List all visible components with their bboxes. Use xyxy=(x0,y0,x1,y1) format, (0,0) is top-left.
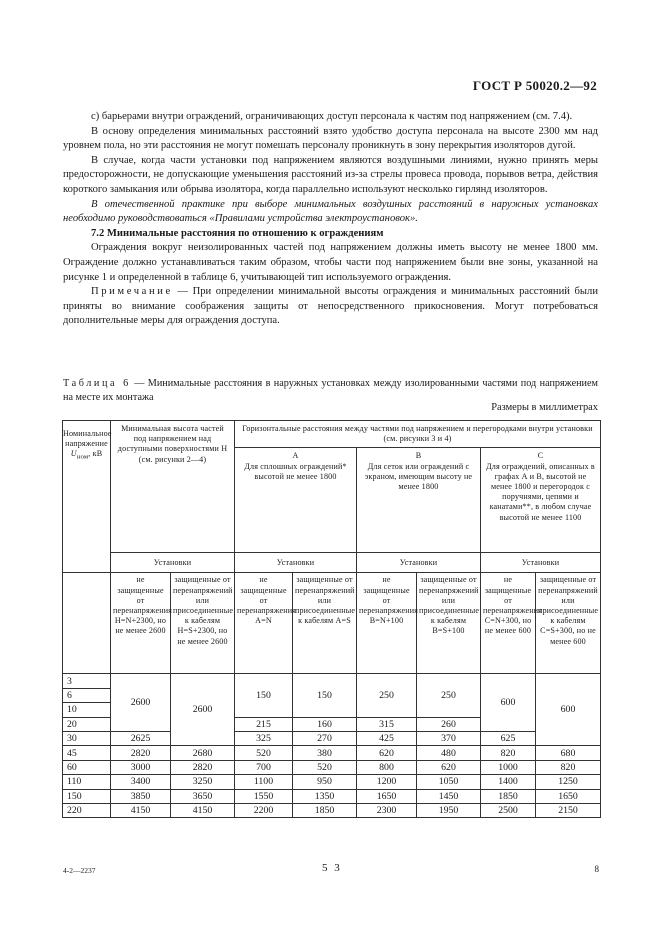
table-6 xyxy=(62,420,601,818)
sub-c-protected: защищенные от перенапряжений или присоединенные к кабелям C=S+300, но не менее 600 xyxy=(536,573,601,674)
voltage-symbol-sub: ном xyxy=(76,454,89,462)
c-unprotected-low: 600 xyxy=(481,674,536,732)
table-cell: 3650 xyxy=(171,789,235,803)
table-cell: 1550 xyxy=(235,789,293,803)
table-cell: 1200 xyxy=(357,775,417,789)
table-cell: 2820 xyxy=(111,746,171,760)
footer-page-center: 5 3 xyxy=(322,862,342,874)
table-cell: 370 xyxy=(417,731,481,745)
min-height-header: Минимальная высота частей под напряжением над доступными поверхностями H (см. рисунки 2—4) xyxy=(111,421,235,553)
table-cell: 1850 xyxy=(293,803,357,817)
h-unprotected-low: 2600 xyxy=(111,674,171,732)
paragraph-overhead-lines: В случае, когда части установки под напряжением являются воздушными линиями, нужно принять меры предосторожности, не допускающие уменьшения расстояний из-за стрелы провеса провода, порывов ветра, действия короткого замыкания или обрыва изолятора, когда параллельно используют несколько гирлянд изоляторов. xyxy=(63,154,598,195)
table-cell: 1050 xyxy=(417,775,481,789)
voltage-header-label: Номинальное напряжение xyxy=(63,429,112,449)
group-c-letter: С xyxy=(537,451,544,461)
table-row xyxy=(63,775,601,789)
table-cell: 2500 xyxy=(481,803,536,817)
c-protected-low: 600 xyxy=(536,674,601,746)
table-cell: 4150 xyxy=(171,803,235,817)
table-cell: 1650 xyxy=(536,789,601,803)
sub-c-unprotected: не защищенные от перенапряжения C=N+300, но не менее 600 xyxy=(481,573,536,674)
table-cell: 3000 xyxy=(111,760,171,774)
voltage-cell: 6 xyxy=(63,688,111,702)
table-cell: 3400 xyxy=(111,775,171,789)
paragraph-fence-height: Ограждения вокруг неизолированных частей под напряжением должны иметь высоту не менее 1800 мм. Ограждение должно устанавливаться таким образом, чтобы части под напряжением были вне зоны, указанной на рисунке 1 и определенной в таблице 6, учитывающей тип используемого ограждения. xyxy=(63,242,598,283)
table-caption-text: — Минимальные расстояния в наружных установках между изолированными частями под напряжением на месте их монтажа xyxy=(63,378,598,403)
group-b-letter: В xyxy=(415,451,422,461)
table-cell: 2820 xyxy=(171,760,235,774)
group-a-letter: А xyxy=(292,451,299,461)
voltage-subheader-spacer xyxy=(63,573,111,674)
paragraph-national-practice: В отечественной практике при выборе минимальных воздушных расстояний в наружных установках необходимо руководствоваться «Правилами устройства электроустановок». xyxy=(63,198,598,225)
table-cell: 800 xyxy=(357,760,417,774)
sub-h-protected: защищенные от перенапряжений или присоединенные к кабелям H=S+2300, но не менее 2600 xyxy=(171,573,235,674)
table-cell: 1250 xyxy=(536,775,601,789)
paragraph-barriers: с) барьерами внутри ограждений, ограничивающих доступ персонала к частям под напряжением (см. 7.4). xyxy=(91,111,573,122)
installations-a: Установки xyxy=(235,553,357,573)
table-cell: 700 xyxy=(235,760,293,774)
b-protected-low: 250 xyxy=(417,674,481,717)
table-cell: 4150 xyxy=(111,803,171,817)
group-a-text: Для сплошных ограждений* высотой не менее 1800 xyxy=(244,461,347,481)
table-cell: 2680 xyxy=(171,746,235,760)
table-cell: 380 xyxy=(293,746,357,760)
a-unprotected-low: 150 xyxy=(235,674,293,717)
table-caption-label: Таблица 6 xyxy=(63,378,131,389)
table-cell: 260 xyxy=(417,717,481,731)
sub-a-unprotected: не защищенные от перенапряжения A=N xyxy=(235,573,293,674)
note xyxy=(63,285,598,329)
group-c-header xyxy=(481,448,601,553)
voltage-cell: 3 xyxy=(63,674,111,688)
h-protected-low: 2600 xyxy=(171,674,235,746)
body-text xyxy=(63,110,598,329)
table-cell: 1100 xyxy=(235,775,293,789)
table-cell: 520 xyxy=(293,760,357,774)
voltage-cell: 110 xyxy=(63,775,111,789)
table-cell: 2625 xyxy=(111,731,171,745)
voltage-cell: 150 xyxy=(63,789,111,803)
footer-print-code: 4-2—2237 xyxy=(63,866,96,875)
horizontal-distances-header: Горизонтальные расстояния между частями под напряжением и перегородками внутри установки (см. рисунки 3 и 4) xyxy=(235,421,601,448)
table-cell: 270 xyxy=(293,731,357,745)
table-cell: 620 xyxy=(417,760,481,774)
footer-page-number: 8 xyxy=(594,864,599,874)
table-cell: 1850 xyxy=(481,789,536,803)
table-cell: 2150 xyxy=(536,803,601,817)
table-cell: 820 xyxy=(481,746,536,760)
voltage-header xyxy=(63,421,111,573)
a-protected-low: 150 xyxy=(293,674,357,717)
table-cell: 425 xyxy=(357,731,417,745)
table-cell: 620 xyxy=(357,746,417,760)
voltage-symbol: U xyxy=(70,449,77,459)
group-b-text: Для сеток или ограждений с экраном, имеющим высоту не менее 1800 xyxy=(364,461,473,492)
table-cell: 1950 xyxy=(417,803,481,817)
table-row xyxy=(63,789,601,803)
voltage-cell: 10 xyxy=(63,703,111,717)
installations-c: Установки xyxy=(481,553,601,573)
table-row xyxy=(63,760,601,774)
table-cell: 820 xyxy=(536,760,601,774)
table-cell: 950 xyxy=(293,775,357,789)
note-label: Примечание xyxy=(91,286,173,298)
table-cell: 1350 xyxy=(293,789,357,803)
installations-b: Установки xyxy=(357,553,481,573)
group-a-header xyxy=(235,448,357,553)
table-cell: 520 xyxy=(235,746,293,760)
voltage-cell: 45 xyxy=(63,746,111,760)
sub-b-protected: защищенные от перенапряжений или присоединенные к кабелям B=S+100 xyxy=(417,573,481,674)
table-row xyxy=(63,746,601,760)
table-cell: 325 xyxy=(235,731,293,745)
document-header: ГОСТ Р 50020.2—92 xyxy=(472,78,597,93)
b-unprotected-low: 250 xyxy=(357,674,417,717)
voltage-cell: 30 xyxy=(63,731,111,745)
installations-h: Установки xyxy=(111,553,235,573)
sub-a-protected: защищенные от перенапряжений или присоединенные к кабелям A=S xyxy=(293,573,357,674)
sub-h-unprotected: не защищенные от перенапряжения H=N+2300, но не менее 2600 xyxy=(111,573,171,674)
group-c-text: Для ограждений, описанных в графах А и В, высотой не менее 1800 и перегородок с поручнями, цепями и канатами**, в любом случае высотой не менее 1100 xyxy=(486,461,595,522)
table-cell: 315 xyxy=(357,717,417,731)
table-row xyxy=(63,803,601,817)
voltage-unit: , кВ xyxy=(88,449,103,459)
table-cell: 680 xyxy=(536,746,601,760)
table-units: Размеры в миллиметрах xyxy=(491,402,598,413)
table-cell: 1400 xyxy=(481,775,536,789)
section-title: 7.2 Минимальные расстояния по отношению к ограждениям xyxy=(91,227,384,239)
table-cell: 1650 xyxy=(357,789,417,803)
table-cell: 480 xyxy=(417,746,481,760)
voltage-cell: 60 xyxy=(63,760,111,774)
table-cell: 160 xyxy=(293,717,357,731)
voltage-cell: 220 xyxy=(63,803,111,817)
table-cell: 3250 xyxy=(171,775,235,789)
table-cell: 215 xyxy=(235,717,293,731)
table-cell: 2300 xyxy=(357,803,417,817)
voltage-header-symbol xyxy=(63,449,110,463)
table-cell: 2200 xyxy=(235,803,293,817)
table-cell: 1450 xyxy=(417,789,481,803)
sub-b-unprotected: не защищенные от перенапряжения B=N+100 xyxy=(357,573,417,674)
table-caption xyxy=(63,377,598,405)
paragraph-basis: В основу определения минимальных расстояний взято удобство доступа персонала на высоте 2300 мм над уровнем пола, но эти расстояния не могут помешать персоналу проникнуть в зону перекрытия изоляторов дугой. xyxy=(63,125,598,152)
table-cell: 625 xyxy=(481,731,536,745)
table-cell: 1000 xyxy=(481,760,536,774)
table-cell: 3850 xyxy=(111,789,171,803)
voltage-cell: 20 xyxy=(63,717,111,731)
note-text: — При определении минимальной высоты ограждения и минимальных расстояний были приняты во внимание соображения защиты от непосредственного прикосновения. Могут потребоваться дополнительные меры для ограждения доступа. xyxy=(63,286,598,327)
group-b-header xyxy=(357,448,481,553)
